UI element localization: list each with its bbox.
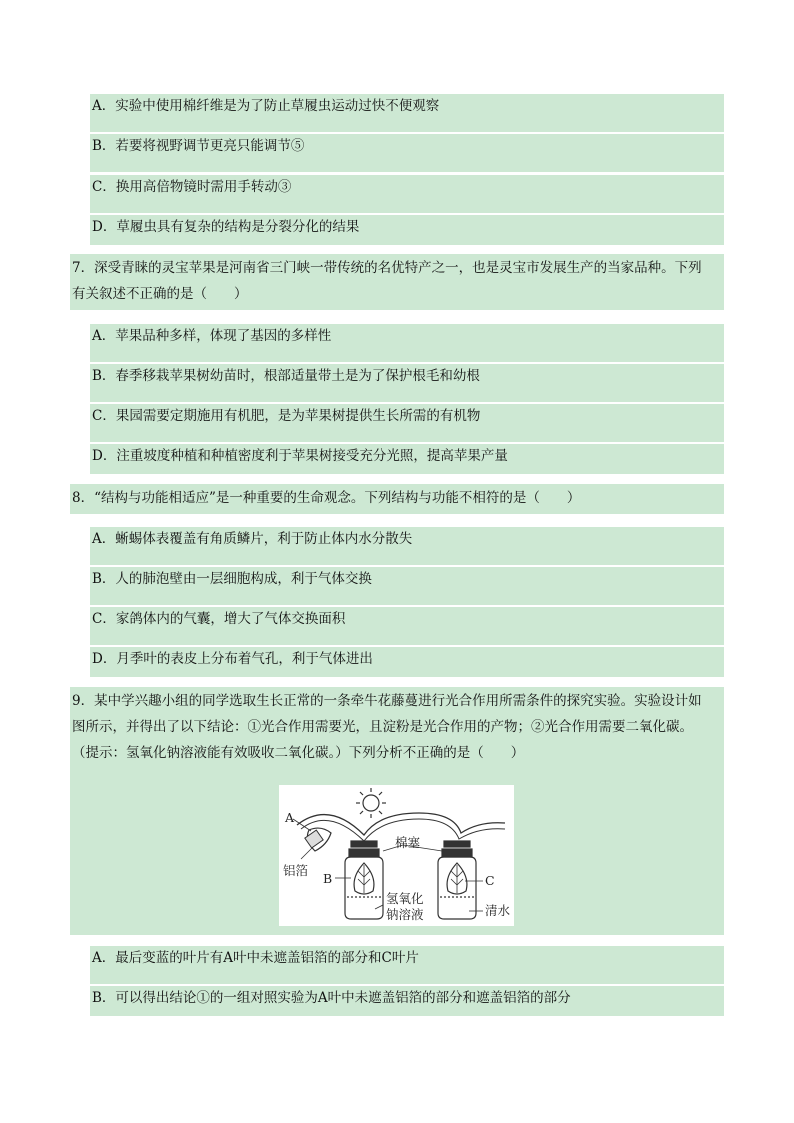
label-b: B bbox=[323, 871, 333, 886]
label-c: C bbox=[485, 873, 495, 888]
bottle-c bbox=[438, 841, 476, 919]
q9-stem-line2: 图所示，并得出了以下结论：①光合作用需要光，且淀粉是光合作用的产物；②光合作用需要二氧化碳。 bbox=[72, 719, 693, 735]
bottle-b bbox=[345, 841, 383, 919]
q8-option-c: C．家鸽体内的气囊，增大了气体交换面积 bbox=[92, 611, 346, 627]
q8-option-a: A．蜥蜴体表覆盖有角质鳞片，利于防止体内水分散失 bbox=[92, 531, 413, 547]
q7-option-b: B．春季移栽苹果树幼苗时，根部适量带土是为了保护根毛和幼根 bbox=[92, 368, 480, 384]
label-naoh-2: 钠溶液 bbox=[386, 907, 424, 922]
leaf-a-with-foil bbox=[293, 819, 331, 859]
q7-option-c: C．果园需要定期施用有机肥，是为苹果树提供生长所需的有机物 bbox=[92, 408, 481, 424]
q6-option-d: D．草履虫具有复杂的结构是分裂分化的结果 bbox=[92, 219, 360, 235]
q6-option-b: B．若要将视野调节更亮只能调节⑤ bbox=[92, 138, 305, 154]
label-foil: 铝箔 bbox=[283, 863, 309, 878]
q6-option-a: A．实验中使用棉纤维是为了防止草履虫运动过快不便观察 bbox=[92, 98, 440, 114]
q9-experiment-figure bbox=[279, 785, 514, 926]
q9-stem-line3: （提示：氢氧化钠溶液能有效吸收二氧化碳。）下列分析不正确的是（ ） bbox=[72, 745, 525, 761]
q7-stem-line2: 有关叙述不正确的是（ ） bbox=[72, 286, 248, 302]
label-plug: 棉塞 bbox=[395, 835, 421, 850]
q9-option-a: A．最后变蓝的叶片有A叶中未遮盖铝箔的部分和C叶片 bbox=[92, 950, 419, 966]
q6-option-c: C．换用高倍物镜时需用手转动③ bbox=[92, 179, 292, 195]
q8-stem: 8．“结构与功能相适应”是一种重要的生命观念。下列结构与功能不相符的是（ ） bbox=[72, 490, 581, 506]
label-naoh-1: 氢氧化 bbox=[386, 891, 424, 906]
q9-option-b: B．可以得出结论①的一组对照实验为A叶中未遮盖铝箔的部分和遮盖铝箔的部分 bbox=[92, 990, 571, 1006]
sun-icon bbox=[356, 788, 386, 818]
q7-option-d: D．注重坡度种植和种植密度利于苹果树接受充分光照，提高苹果产量 bbox=[92, 448, 508, 464]
label-water: 清水 bbox=[485, 903, 511, 918]
q7-option-a: A．苹果品种多样，体现了基因的多样性 bbox=[92, 328, 332, 344]
q9-stem-line1: 9．某中学兴趣小组的同学选取生长正常的一条牵牛花藤蔓进行光合作用所需条件的探究实验。实验设计如 bbox=[72, 693, 702, 709]
q8-option-d: D．月季叶的表皮上分布着气孔，利于气体进出 bbox=[92, 651, 373, 667]
q7-stem-line1: 7．深受青睐的灵宝苹果是河南省三门峡一带传统的名优特产之一，也是灵宝市发展生产的当家品种。下列 bbox=[72, 260, 702, 276]
q8-option-b: B．人的肺泡壁由一层细胞构成，利于气体交换 bbox=[92, 571, 372, 587]
label-a: A bbox=[285, 810, 295, 825]
